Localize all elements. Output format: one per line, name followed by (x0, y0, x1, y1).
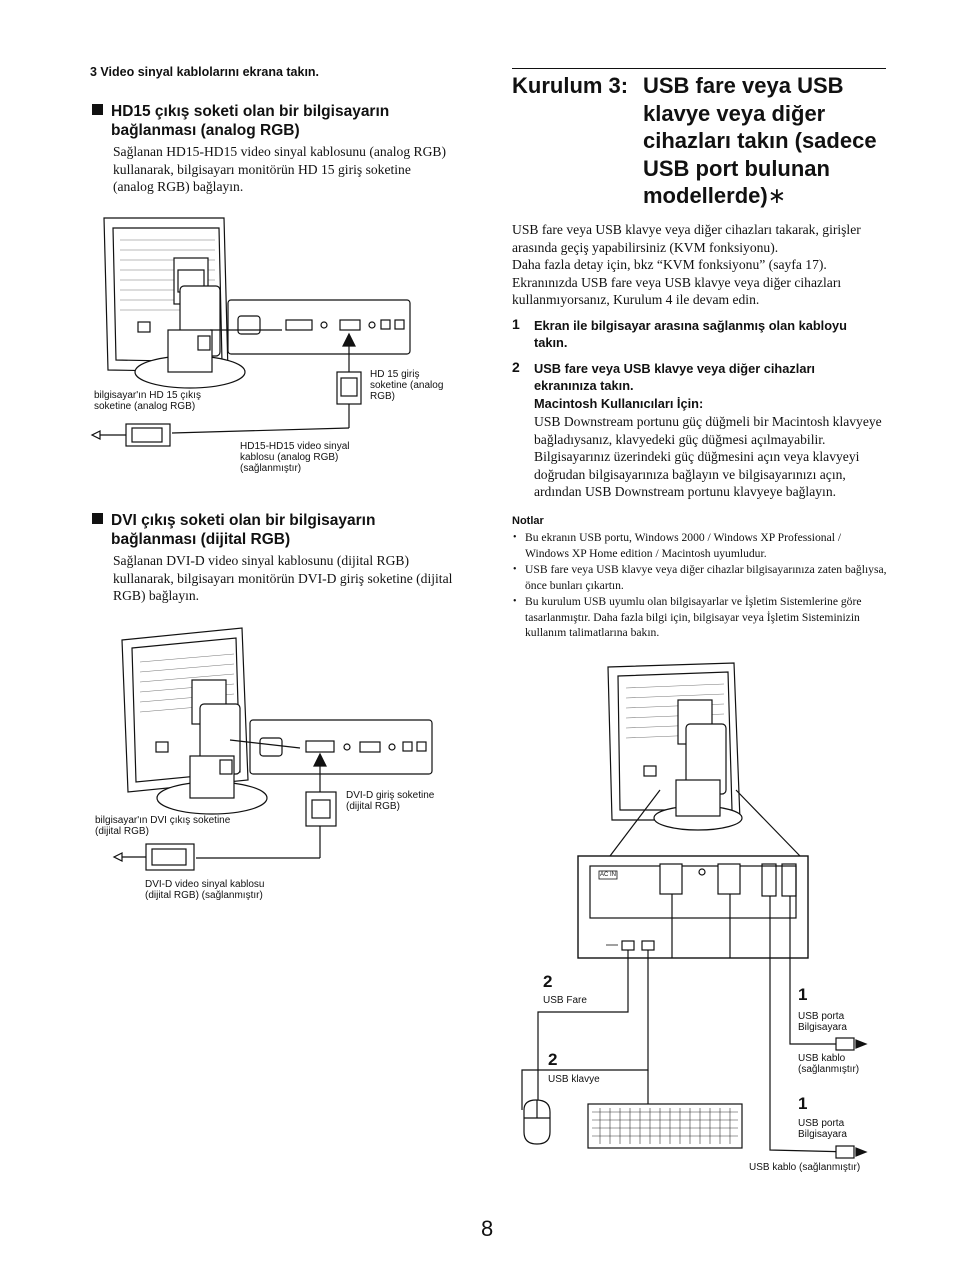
section-title-line4: USB port bulunan (643, 155, 830, 181)
usb-cable-label-2: (sağlanmıştır) (798, 1064, 860, 1075)
note-text: USB fare veya USB klavye veya diğer cihazlar bilgisayarınıza zaten bağlıysa, önce bunları çıkartın. (525, 563, 887, 592)
usb-cable-label-1: USB kablo (798, 1053, 846, 1064)
note-item: • Bu kurulum USB uyumlu olan bilgisayarlar ve İşletim Sistemlerine göre tasarlanmıştır. Daha fazla bilgi için, bilgisayar veya İşletim Sisteminizin kullanım talimatlarına bakın. (513, 595, 862, 639)
usb-port-label-4: Bilgisayara (798, 1129, 847, 1140)
page-number: 8 (481, 1216, 494, 1241)
usb-port-label-3: USB porta (798, 1118, 845, 1129)
hd15-pc-label-1: bilgisayar'ın HD 15 çıkış (94, 390, 201, 401)
usb-keyboard-label: USB klavye (548, 1074, 600, 1085)
step1-number: 1 (512, 316, 520, 332)
section-title-line5: modellerde) (643, 183, 768, 208)
intro-para-2: Daha fazla detay için, bkz “KVM fonksiyonu” (sayfa 17). (512, 257, 827, 272)
ac-in-label: AC IN (600, 872, 617, 878)
hd15-cable-label-3: (sağlanmıştır) (240, 463, 302, 474)
intro-para-1: USB fare veya USB klavye veya diğer cihazları takarak, girişler arasında geçiş yapabilirsiniz (KVM fonksiyonu). (512, 222, 861, 255)
usb-port-label-1: USB porta (798, 1011, 845, 1022)
usb-port-label-2: Bilgisayara (798, 1022, 847, 1033)
dvi-body: Sağlanan DVI-D video sinyal kablosunu (dijital RGB) kullanarak, bilgisayarı monitörün DVI-D giriş soketine (dijital RGB) bağlayın. (113, 553, 453, 603)
usb-mouse-label: USB Fare (543, 995, 587, 1006)
section-title-prefix: Kurulum 3: (512, 73, 629, 98)
usb-cable-label-bottom: USB kablo (sağlanmıştır) (749, 1162, 861, 1173)
dvi-input-label-2: (dijital RGB) (346, 801, 400, 812)
callout-2-mouse: 2 (543, 972, 553, 991)
step2-text: USB fare veya USB klavye veya diğer cihazları ekranınıza takın. (534, 361, 815, 393)
dvi-pc-label-2: (dijital RGB) (95, 826, 149, 837)
step3-heading: 3 Video sinyal kablolarını ekrana takın. (90, 65, 320, 79)
hd15-heading-line1: HD15 çıkış soketi olan bir bilgisayarın (111, 103, 390, 120)
hd15-cable-label-2: kablosu (analog RGB) (240, 452, 339, 463)
hd15-input-label-2: soketine (analog (370, 380, 444, 391)
section-title-line2: klavye veya diğer (643, 100, 826, 126)
dvi-input-label-1: DVI-D giriş soketine (346, 790, 435, 801)
dvi-heading-line2: bağlanması (dijital RGB) (111, 531, 291, 548)
mac-body: USB Downstream portunu güç düğmeli bir Macintosh klavyeye bağladıysanız, klavyedeki güç düğmesi açılmayabilir. Bilgisayarınız üzerindeki güç düğmesini açın veya klavyeyi doğrudan bilgisayarınıza bağlayın ve bilgisayarınızı açın, ardından USB Downstream portunu klavyeye bağlayın. (534, 414, 882, 499)
section-title-line3: cihazları takın (sadece (643, 128, 877, 153)
asterisk-mark: ∗ (767, 183, 787, 208)
note-item: • USB fare veya USB klavye veya diğer cihazlar bilgisayarınıza zaten bağlıysa, önce bunları çıkartın. (513, 563, 887, 592)
dvi-cable-label-1: DVI-D video sinyal kablosu (145, 879, 265, 890)
note-text: Bu ekranın USB portu, Windows 2000 / Windows XP Professional / Windows XP Home edition / Macintosh uyumludur. (525, 531, 842, 560)
mac-heading: Macintosh Kullanıcıları İçin: (534, 396, 704, 411)
hd15-input-label-3: RGB) (370, 391, 395, 402)
dvi-cable-label-2: (dijital RGB) (sağlanmıştır) (145, 890, 263, 901)
note-item: • Bu ekranın USB portu, Windows 2000 / Windows XP Professional / Windows XP Home edition / Macintosh uyumludur. (513, 531, 842, 560)
callout-2-keyboard: 2 (548, 1050, 558, 1069)
dvi-pc-label-1: bilgisayar'ın DVI çıkış soketine (95, 815, 231, 826)
section-title-line1: USB fare veya USB (643, 73, 844, 98)
step1-text: Ekran ile bilgisayar arasına sağlanmış olan kabloyu takın. (534, 318, 847, 350)
note-text: Bu kurulum USB uyumlu olan bilgisayarlar ve İşletim Sistemlerine göre tasarlanmıştır. Daha fazla bilgi için, bilgisayar veya İşletim Sisteminizin kullanım talimatlarına bakın. (525, 595, 862, 639)
hd15-cable-label-1: HD15-HD15 video sinyal (240, 441, 350, 452)
callout-1-bottom: 1 (798, 1094, 808, 1113)
hd15-body: Sağlanan HD15-HD15 video sinyal kablosunu (analog RGB) kullanarak, bilgisayarı monitörün HD 15 giriş soketine (analog RGB) bağlayın. (113, 144, 446, 194)
hd15-input-label-1: HD 15 giriş (370, 369, 420, 380)
notes-title: Notlar (512, 515, 544, 527)
callout-1-top: 1 (798, 985, 808, 1004)
hd15-heading-line2: bağlanması (analog RGB) (111, 122, 300, 139)
hd15-pc-label-2: soketine (analog RGB) (94, 401, 196, 412)
step2-number: 2 (512, 359, 520, 375)
intro-para-3: Ekranınızda USB fare veya USB klavye veya diğer cihazları kullanmıyorsanız, Kurulum 4 ile devam edin. (512, 274, 842, 307)
dvi-heading-line1: DVI çıkış soketi olan bir bilgisayarın (111, 512, 376, 529)
